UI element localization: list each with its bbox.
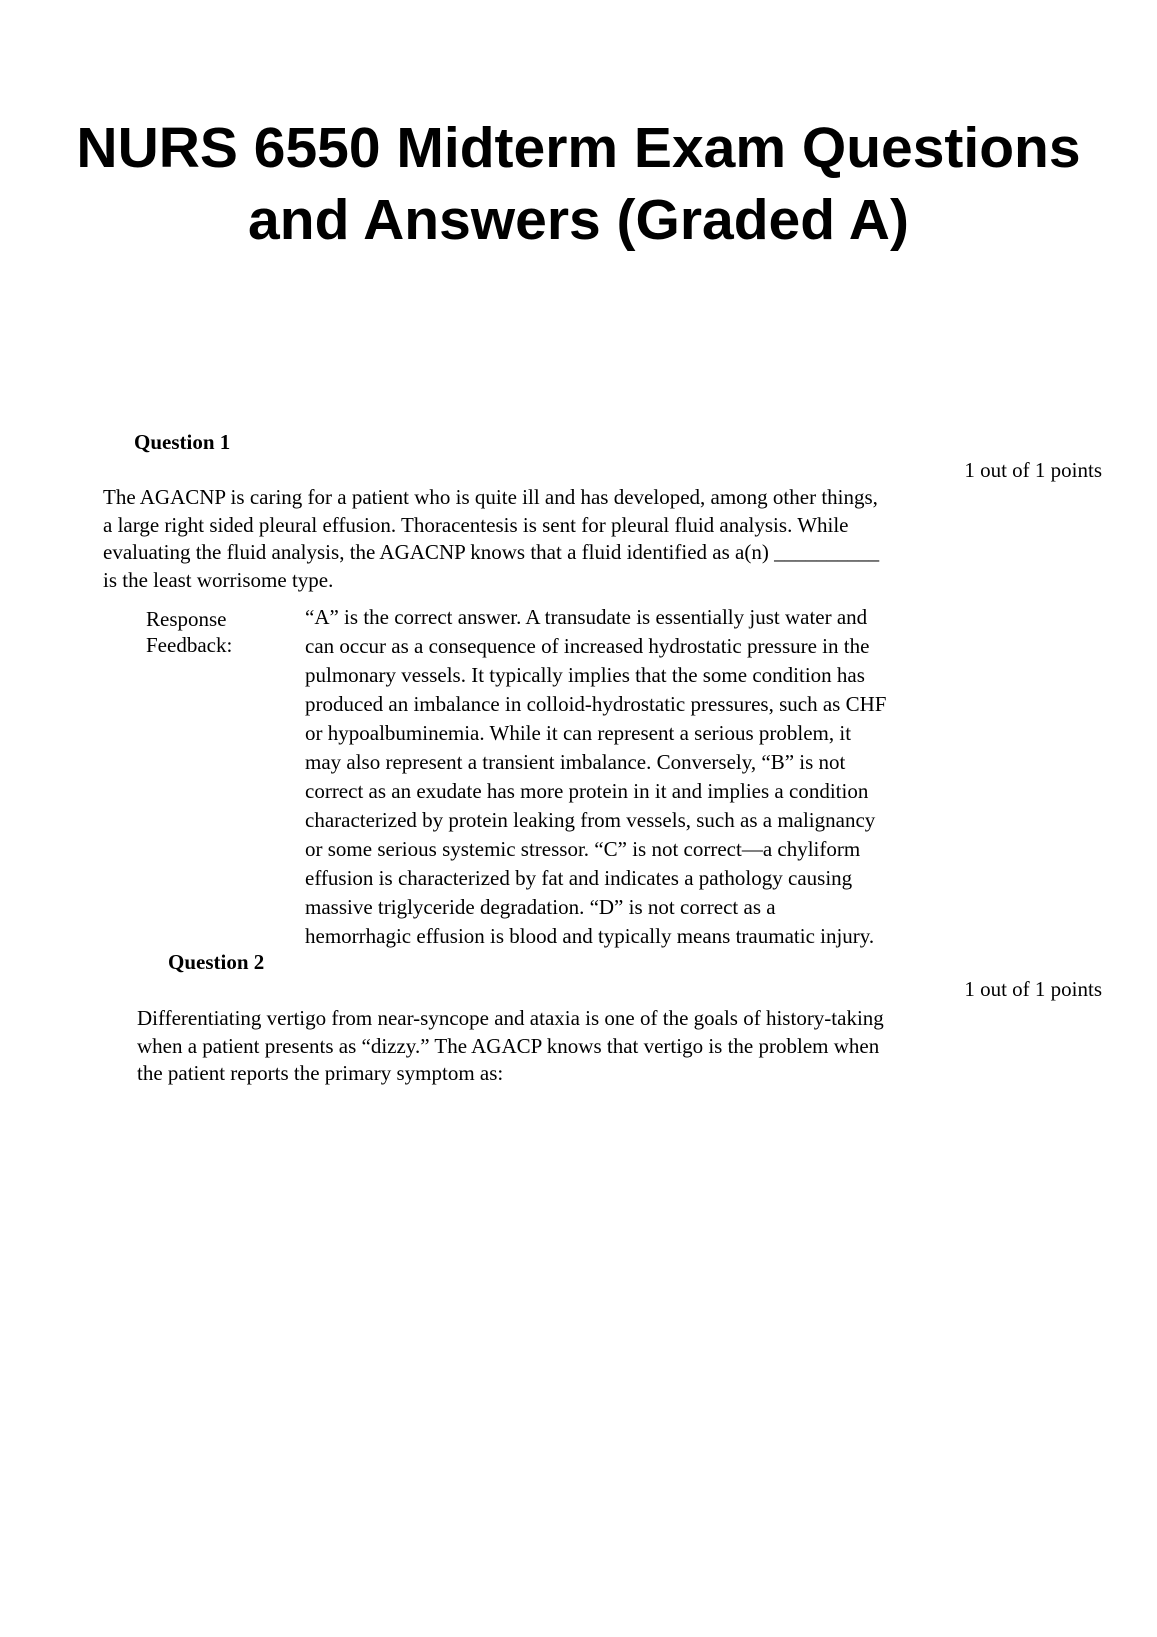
feedback-label-line: Feedback: [146, 633, 233, 657]
feedback-line: pulmonary vessels. It typically implies that the some condition has [305, 663, 865, 687]
feedback-line: “A” is the correct answer. A transudate is essentially just water and [305, 605, 868, 629]
question-2-points: 1 out of 1 points [964, 977, 1102, 1001]
question-1-points: 1 out of 1 points [964, 458, 1102, 482]
question-text-line: a large right sided pleural effusion. Thoracentesis is sent for pleural fluid analysis. While [103, 512, 849, 537]
feedback-line: effusion is characterized by fat and indicates a pathology causing [305, 866, 853, 890]
question-2-text [137, 1005, 884, 1088]
feedback-line: may also represent a transient imbalance. Conversely, “B” is not [305, 750, 846, 774]
question-2-heading: Question 2 [168, 950, 265, 974]
response-feedback-text [305, 603, 886, 951]
question-text-line: is the least worrisome type. [103, 567, 334, 592]
feedback-line: hemorrhagic effusion is blood and typically means traumatic injury. [305, 924, 875, 948]
feedback-line: correct as an exudate has more protein in it and implies a condition [305, 779, 869, 803]
question-1-text [103, 484, 879, 594]
title-line: NURS 6550 Midterm Exam Questions [76, 116, 1081, 180]
feedback-line: produced an imbalance in colloid-hydrostatic pressures, such as CHF [305, 692, 887, 716]
feedback-line: characterized by protein leaking from vessels, such as a malignancy [305, 808, 876, 832]
question-1-heading: Question 1 [134, 430, 231, 454]
feedback-label-line: Response [146, 607, 227, 631]
question-text-line: the patient reports the primary symptom as: [137, 1061, 504, 1085]
document-title [0, 112, 1157, 256]
question-text-line: The AGACNP is caring for a patient who is quite ill and has developed, among other things, [103, 485, 878, 509]
feedback-line: can occur as a consequence of increased hydrostatic pressure in the [305, 634, 870, 658]
feedback-line: or some serious systemic stressor. “C” is not correct—a chyliform [305, 837, 861, 861]
question-text-line: evaluating the fluid analysis, the AGACNP knows that a fluid identified as a(n) __________ [103, 540, 880, 564]
feedback-line: massive triglyceride degradation. “D” is not correct as a [305, 895, 776, 919]
question-text-line: Differentiating vertigo from near-syncope and ataxia is one of the goals of history-taking [137, 1006, 884, 1030]
feedback-line: or hypoalbuminemia. While it can represent a serious problem, it [305, 721, 852, 745]
title-line: and Answers (Graded A) [248, 188, 909, 252]
response-feedback-label [146, 606, 232, 658]
question-text-line: when a patient presents as “dizzy.” The AGACP knows that vertigo is the problem when [137, 1033, 880, 1058]
